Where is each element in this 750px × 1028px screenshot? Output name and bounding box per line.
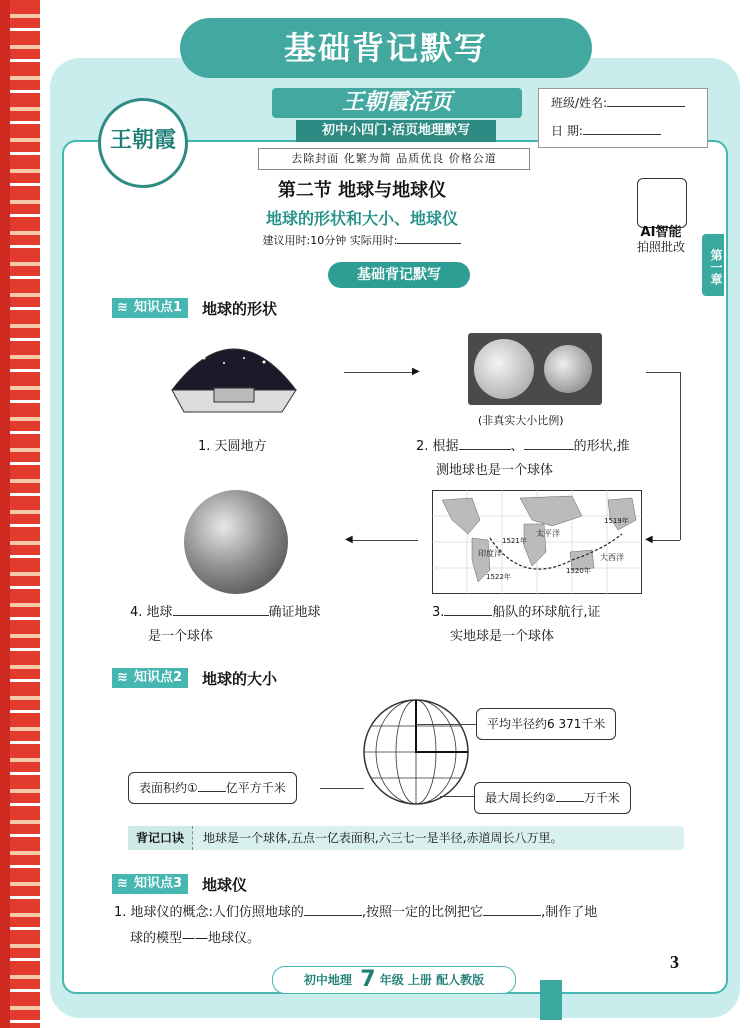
dome-illustration xyxy=(164,328,304,418)
scale-caption: (非真实大小比例) xyxy=(478,414,564,427)
kp1-item3-line2: 实地球是一个球体 xyxy=(450,629,555,644)
arrow-down-line xyxy=(680,372,681,540)
area-callout: 表面积约① 亿平方千米 xyxy=(128,772,297,804)
kp3-title: 地球仪 xyxy=(202,876,248,894)
arrow-head-right-icon: ▶ xyxy=(412,366,420,377)
section-subtitle: 地球的形状和大小、地球仪 xyxy=(265,209,458,228)
earth-photo xyxy=(184,490,288,594)
radius-leader xyxy=(416,724,476,725)
ai-grading-label: AI智能 拍照批改 xyxy=(636,225,685,254)
brand-logo: 王朝霞 xyxy=(98,98,188,188)
time-hint: 建议用时:10分钟 实际用时: xyxy=(62,232,662,248)
kp3-tag: ≋ 知识点3 xyxy=(112,874,188,894)
student-info-box xyxy=(538,88,708,148)
map-label-pacific: 太平洋 xyxy=(536,529,560,538)
kp3-blank1[interactable] xyxy=(304,915,362,916)
kp3-blank2[interactable] xyxy=(483,915,541,916)
kp1-item2-line2: 测地球也是一个球体 xyxy=(436,463,554,478)
class-name-row[interactable]: 班级/姓名: xyxy=(539,89,707,117)
kp1-item2-line1: 2. 根据 、 的形状,推 xyxy=(416,439,630,454)
decorative-strip-edge xyxy=(0,0,10,1028)
date-row[interactable]: 日 期: xyxy=(539,117,707,145)
sun-moon-photo xyxy=(468,333,602,405)
arrow-head-left2-icon: ◀ xyxy=(345,534,353,545)
mnemonic-bar xyxy=(128,826,684,850)
page-number: 3 xyxy=(670,952,679,972)
circumference-blank[interactable] xyxy=(556,801,584,802)
actual-time-blank[interactable] xyxy=(397,243,461,244)
sun-disc xyxy=(474,339,534,399)
brand-subtitle: 初中小四门·活页地理默写 xyxy=(296,120,496,142)
map-label-atlantic: 大西洋 xyxy=(600,553,624,562)
arrow-left xyxy=(352,540,418,541)
section-title: 第二节 地球与地球仪 xyxy=(277,180,447,201)
kp1-item1: 1. 天圆地方 xyxy=(198,439,267,454)
area-blank[interactable] xyxy=(198,791,226,792)
date-blank[interactable] xyxy=(583,134,661,135)
kp1-title: 地球的形状 xyxy=(202,300,278,318)
brand-title: 王朝霞活页 xyxy=(272,88,522,118)
item3-blank[interactable] xyxy=(444,615,492,616)
map-label-1519: 1519年 xyxy=(604,517,629,525)
mnemonic-tag: 背记口诀 xyxy=(128,826,193,850)
area-leader xyxy=(320,788,364,789)
kp1-item3-line1: 3. 船队的环球航行,证 xyxy=(432,605,601,620)
arrow-connector xyxy=(646,372,680,373)
item2-blank2[interactable] xyxy=(524,449,574,450)
binding-notch xyxy=(540,980,562,1020)
item2-blank1[interactable] xyxy=(459,449,511,450)
top-banner: 基础背记默写 xyxy=(180,18,592,78)
item4-blank[interactable] xyxy=(173,615,269,616)
footer-badge: 初中地理 7 年级 上册 配人教版 xyxy=(272,966,516,994)
arrow-left-connector xyxy=(652,540,680,541)
globe-diagram xyxy=(360,696,472,808)
chapter-tab: 第一章 xyxy=(702,234,724,296)
qr-code-box[interactable] xyxy=(637,178,687,228)
slogan: 去除封面 化繁为简 品质优良 价格公道 xyxy=(258,148,530,170)
arrow-head-left-icon: ◀ xyxy=(645,534,653,545)
world-map xyxy=(432,490,642,594)
arrow-right xyxy=(344,372,416,373)
mnemonic-text: 地球是一个球体,五点一亿表面积,六三七一是半径,赤道周长八万里。 xyxy=(203,831,563,845)
map-label-1521: 1521年 xyxy=(502,537,527,545)
class-name-blank[interactable] xyxy=(607,106,685,107)
circumference-leader xyxy=(440,796,474,797)
section-pill: 基础背记默写 xyxy=(328,262,470,288)
kp3-line1: 1. 地球仪的概念:人们仿照地球的 ,按照一定的比例把它 ,制作了地 xyxy=(114,905,598,920)
kp1-item4-line1: 4. 地球 确证地球 xyxy=(130,605,321,620)
map-label-indian: 印度洋 xyxy=(478,549,502,558)
kp1-item4-line2: 是一个球体 xyxy=(148,629,214,644)
map-label-1520: 1520年 xyxy=(566,567,591,575)
radius-callout: 平均半径约6 371千米 xyxy=(476,708,616,740)
map-label-1522: 1522年 xyxy=(486,573,511,581)
kp2-title: 地球的大小 xyxy=(202,670,278,688)
moon-disc xyxy=(544,345,592,393)
kp2-tag: ≋ 知识点2 xyxy=(112,668,188,688)
kp3-line2: 球的模型——地球仪。 xyxy=(130,931,261,946)
circumference-callout: 最大周长约② 万千米 xyxy=(474,782,631,814)
kp1-tag: ≋ 知识点1 xyxy=(112,298,188,318)
